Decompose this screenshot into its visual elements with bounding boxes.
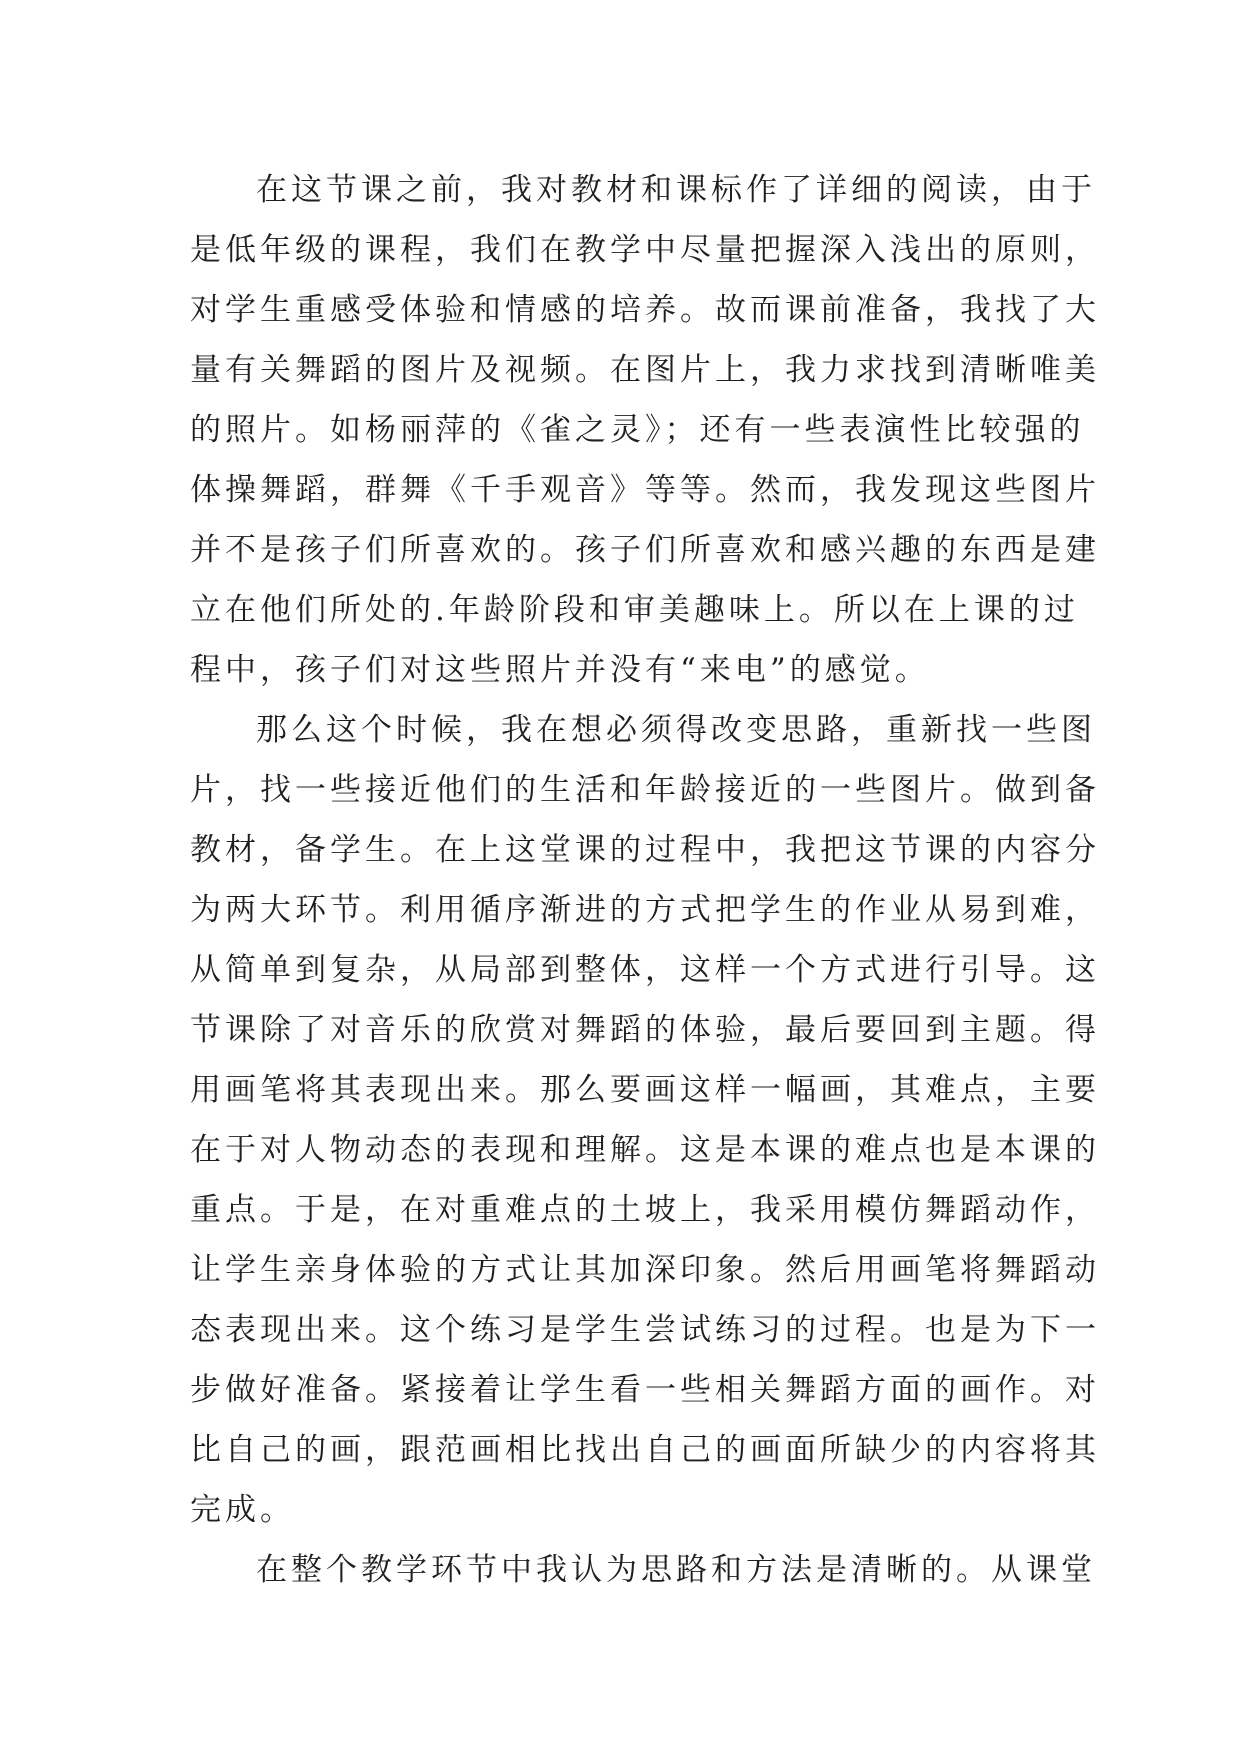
text-line: 节课除了对音乐的欣赏对舞蹈的体验，最后要回到主题。得 <box>190 1012 1100 1048</box>
text-line: 量有关舞蹈的图片及视频。在图片上，我力求找到清晰唯美 <box>190 352 1100 388</box>
text-line: 在这节课之前，我对教材和课标作了详细的阅读，由于 <box>256 172 1096 208</box>
text-line: 比自己的画，跟范画相比找出自己的画面所缺少的内容将其 <box>190 1432 1100 1468</box>
text-line: 在整个教学环节中我认为思路和方法是清晰的。从课堂 <box>256 1552 1096 1588</box>
text-line: 是低年级的课程，我们在教学中尽量把握深入浅出的原则， <box>190 232 1100 268</box>
text-line: 立在他们所处的.年龄阶段和审美趣味上。所以在上课的过 <box>190 592 1079 628</box>
paragraph-3 <box>190 1540 1096 1600</box>
text-line: 那么这个时候，我在想必须得改变思路，重新找一些图 <box>256 712 1096 748</box>
text-line: 态表现出来。这个练习是学生尝试练习的过程。也是为下一 <box>190 1312 1100 1348</box>
text-line: 重点。于是，在对重难点的土坡上，我采用模仿舞蹈动作， <box>190 1192 1100 1228</box>
text-line: 片，找一些接近他们的生活和年龄接近的一些图片。做到备 <box>190 772 1100 808</box>
text-line: 的照片。如杨丽萍的《雀之灵》；还有一些表演性比较强的 <box>190 412 1085 448</box>
text-line: 对学生重感受体验和情感的培养。故而课前准备，我找了大 <box>190 292 1100 328</box>
text-line: 程中，孩子们对这些照片并没有“来电”的感觉。 <box>190 652 930 688</box>
text-line: 并不是孩子们所喜欢的。孩子们所喜欢和感兴趣的东西是建 <box>190 532 1100 568</box>
text-line: 让学生亲身体验的方式让其加深印象。然后用画笔将舞蹈动 <box>190 1252 1100 1288</box>
text-line: 用画笔将其表现出来。那么要画这样一幅画，其难点，主要 <box>190 1072 1100 1108</box>
body-text <box>190 160 1100 1600</box>
text-line: 在于对人物动态的表现和理解。这是本课的难点也是本课的 <box>190 1132 1100 1168</box>
text-line: 体操舞蹈，群舞《千手观音》等等。然而，我发现这些图片 <box>190 472 1100 508</box>
text-line: 教材，备学生。在上这堂课的过程中，我把这节课的内容分 <box>190 832 1100 868</box>
paragraph-2 <box>190 700 1100 1540</box>
paragraph-1 <box>190 160 1100 700</box>
text-line: 完成。 <box>190 1492 295 1528</box>
text-line: 步做好准备。紧接着让学生看一些相关舞蹈方面的画作。对 <box>190 1372 1100 1408</box>
text-line: 从简单到复杂，从局部到整体，这样一个方式进行引导。这 <box>190 952 1100 988</box>
text-line: 为两大环节。利用循序渐进的方式把学生的作业从易到难， <box>190 892 1100 928</box>
